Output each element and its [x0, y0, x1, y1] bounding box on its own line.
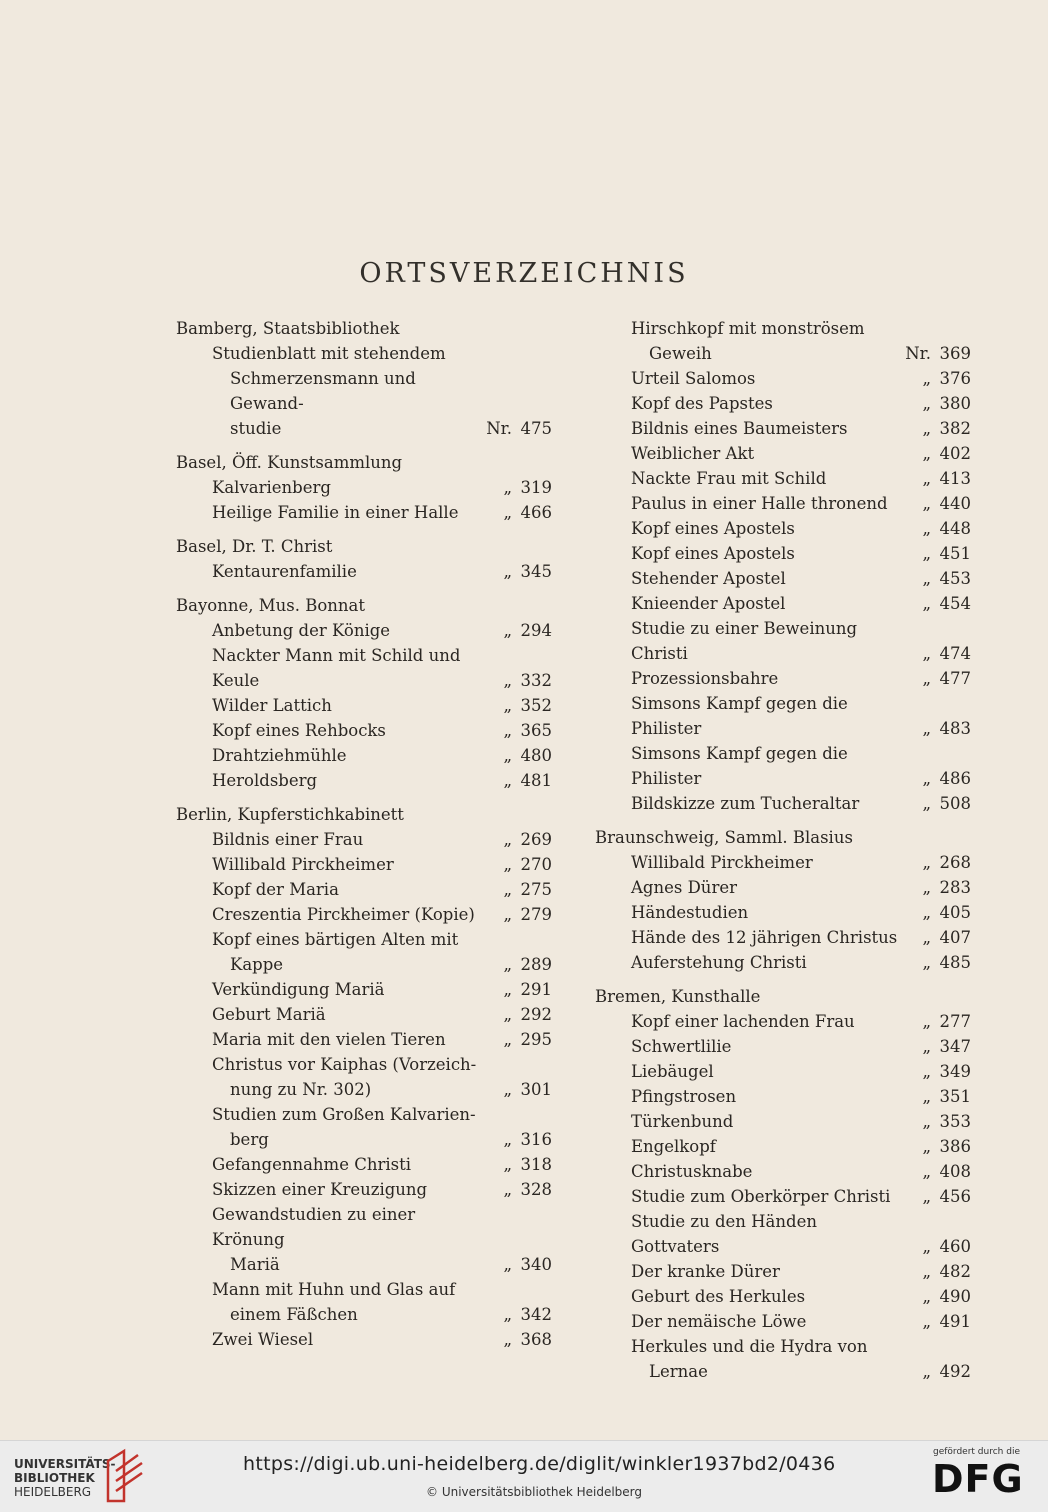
entry-number: 480: [520, 746, 552, 765]
entry-number: 342: [520, 1305, 552, 1324]
group-gap: [176, 441, 552, 450]
entry-title: Anbetung der Könige: [212, 621, 391, 640]
entry-title: Skizzen einer Kreuzigung: [212, 1180, 428, 1199]
entry-title: Mariä: [230, 1255, 280, 1274]
index-column-right: [595, 316, 971, 1384]
entry-title: Türkenbund: [631, 1112, 734, 1131]
entry-number-prefix: „: [503, 905, 512, 924]
index-entry: [176, 1102, 552, 1152]
library-logo-text[interactable]: [14, 1457, 116, 1499]
entry-number-prefix: „: [503, 980, 512, 999]
entry-number-prefix: „: [503, 1080, 512, 1099]
entry-number-prefix: „: [503, 1180, 512, 1199]
index-entry: [595, 850, 971, 875]
entry-title: Nackter Mann mit Schild und Keule: [212, 646, 461, 690]
index-entry: [176, 718, 552, 743]
entry-number: 491: [939, 1312, 971, 1331]
index-entry: [595, 691, 971, 741]
library-logo-icon: [104, 1447, 146, 1509]
entry-number-prefix: „: [922, 594, 931, 613]
index-entry: [595, 1109, 971, 1134]
entry-number-prefix: „: [922, 769, 931, 788]
entry-title: Heilige Familie in einer Halle: [212, 503, 459, 522]
index-entry: [595, 516, 971, 541]
entry-title: Kopf eines Rehbocks: [212, 721, 386, 740]
permalink-url[interactable]: https://digi.ub.uni-heidelberg.de/diglit/winkler1937bd2/0436: [243, 1453, 836, 1475]
entry-title: Knieender Apostel: [631, 594, 786, 613]
index-entry: [176, 693, 552, 718]
group-gap: [595, 975, 971, 984]
index-entry: [595, 1084, 971, 1109]
location-heading: Basel, Dr. T. Christ: [176, 537, 333, 556]
entry-title: Hirschkopf mit monströsem: [631, 319, 865, 338]
entry-number: 295: [520, 1030, 552, 1049]
index-entry: [595, 1034, 971, 1059]
index-entry: [176, 1002, 552, 1027]
entry-number-prefix: „: [922, 644, 931, 663]
entry-number: 474: [939, 644, 971, 663]
index-entry: [176, 1177, 552, 1202]
entry-number-prefix: „: [503, 855, 512, 874]
entry-number-prefix: „: [503, 721, 512, 740]
location-heading: Basel, Öff. Kunstsammlung: [176, 453, 403, 472]
funding-label: gefördert durch die: [933, 1447, 1020, 1457]
index-entry: [176, 1277, 552, 1327]
entry-number-prefix: „: [503, 1330, 512, 1349]
entry-number-prefix: „: [922, 494, 931, 513]
index-entry: [595, 1134, 971, 1159]
entry-title: Gewandstudien zu einer Krönung: [212, 1205, 416, 1249]
entry-title: Nackte Frau mit Schild: [631, 469, 827, 488]
entry-title: Paulus in einer Halle thronend: [631, 494, 888, 513]
entry-number: 386: [939, 1137, 971, 1156]
entry-number-prefix: „: [922, 953, 931, 972]
index-column-left: [176, 316, 552, 1352]
entry-number-prefix: „: [503, 696, 512, 715]
index-entry: [595, 566, 971, 591]
entry-title: Kopf der Maria: [212, 880, 339, 899]
index-entry: [176, 902, 552, 927]
index-entry: [176, 743, 552, 768]
entry-title: berg: [230, 1130, 269, 1149]
entry-number: 283: [939, 878, 971, 897]
library-name-line2: BIBLIOTHEK: [14, 1471, 95, 1485]
entry-number: 402: [939, 444, 971, 463]
entry-number-prefix: „: [922, 1112, 931, 1131]
entry-title: Schwertlilie: [631, 1037, 732, 1056]
entry-title: Christus vor Kaiphas (Vorzeich-: [212, 1055, 477, 1074]
entry-title: Verkündigung Mariä: [212, 980, 385, 999]
entry-title: Zwei Wiesel: [212, 1330, 314, 1349]
index-entry: [176, 1327, 552, 1352]
entry-number-prefix: „: [922, 369, 931, 388]
index-entry: [595, 1059, 971, 1084]
entry-number-prefix: „: [503, 1130, 512, 1149]
entry-title: Händestudien: [631, 903, 749, 922]
entry-number: 365: [520, 721, 552, 740]
index-entry: [595, 666, 971, 691]
entry-number: 380: [939, 394, 971, 413]
entry-number-prefix: „: [922, 1237, 931, 1256]
index-entry: [176, 768, 552, 793]
entry-title: Geweih: [649, 344, 712, 363]
entry-title: Hände des 12 jährigen Christus: [631, 928, 898, 947]
entry-title: Der nemäische Löwe: [631, 1312, 807, 1331]
entry-number: 408: [939, 1162, 971, 1181]
entry-number: 318: [520, 1155, 552, 1174]
entry-title: Der kranke Dürer: [631, 1262, 780, 1281]
group-gap: [176, 584, 552, 593]
entry-number-prefix: „: [922, 1012, 931, 1031]
entry-number: 319: [520, 478, 552, 497]
entry-title: Prozessionsbahre: [631, 669, 779, 688]
entry-number-prefix: „: [922, 1162, 931, 1181]
entry-title: Engelkopf: [631, 1137, 716, 1156]
index-entry: [176, 1052, 552, 1102]
entry-number-prefix: „: [922, 544, 931, 563]
entry-number-prefix: „: [922, 928, 931, 947]
entry-number-prefix: „: [503, 503, 512, 522]
entry-number: 328: [520, 1180, 552, 1199]
entry-number-prefix: „: [503, 1155, 512, 1174]
entry-number-prefix: „: [503, 478, 512, 497]
entry-number: 413: [939, 469, 971, 488]
index-entry: [595, 1309, 971, 1334]
entry-number: 448: [939, 519, 971, 538]
entry-number-prefix: „: [922, 1287, 931, 1306]
entry-title: Willibald Pirckheimer: [212, 855, 394, 874]
entry-title: Schmerzensmann und Gewand-: [230, 369, 416, 413]
footer-bar: [0, 1440, 1048, 1512]
entry-number-prefix: „: [503, 1005, 512, 1024]
entry-number-prefix: „: [503, 880, 512, 899]
entry-title: Liebäugel: [631, 1062, 714, 1081]
index-entry: [595, 316, 971, 366]
index-entry: [595, 466, 971, 491]
entry-title: Bildnis einer Frau: [212, 830, 364, 849]
index-entry: [595, 1209, 971, 1259]
entry-title: Agnes Dürer: [631, 878, 737, 897]
entry-number: 279: [520, 905, 552, 924]
entry-number: 369: [939, 344, 971, 363]
entry-title: Pfingstrosen: [631, 1087, 737, 1106]
entry-number-prefix: „: [922, 794, 931, 813]
entry-title: Kalvarienberg: [212, 478, 331, 497]
entry-title: Weiblicher Akt: [631, 444, 755, 463]
location-heading: Bamberg, Staatsbibliothek: [176, 319, 400, 338]
entry-number-prefix: „: [503, 771, 512, 790]
entry-number-prefix: „: [503, 621, 512, 640]
page-title: ORTSVERZEICHNIS: [359, 258, 689, 289]
entry-number: 407: [939, 928, 971, 947]
index-entry: [595, 416, 971, 441]
index-entry: [176, 1202, 552, 1277]
entry-number-prefix: „: [503, 746, 512, 765]
entry-number-prefix: „: [922, 394, 931, 413]
entry-title: Studie zum Oberkörper Christi: [631, 1187, 891, 1206]
entry-title: Willibald Pirckheimer: [631, 853, 813, 872]
library-name-line3: HEIDELBERG: [14, 1485, 92, 1499]
entry-title: Stehender Apostel: [631, 569, 786, 588]
entry-number-prefix: „: [922, 519, 931, 538]
index-entry: [176, 827, 552, 852]
entry-number: 351: [939, 1087, 971, 1106]
index-entry: [595, 591, 971, 616]
location-heading: Bayonne, Mus. Bonnat: [176, 596, 365, 615]
index-entry: [595, 1159, 971, 1184]
entry-title: Wilder Lattich: [212, 696, 332, 715]
entry-number-prefix: „: [922, 469, 931, 488]
entry-number: 454: [939, 594, 971, 613]
entry-number-prefix: „: [922, 444, 931, 463]
entry-number: 451: [939, 544, 971, 563]
entry-title: nung zu Nr. 302): [230, 1080, 372, 1099]
entry-number: 291: [520, 980, 552, 999]
entry-number: 382: [939, 419, 971, 438]
index-entry: [595, 391, 971, 416]
index-entry: [595, 491, 971, 516]
entry-number: 405: [939, 903, 971, 922]
entry-number: 456: [939, 1187, 971, 1206]
entry-number-prefix: „: [922, 419, 931, 438]
entry-number-prefix: Nr.: [905, 344, 931, 363]
copyright-text: © Universitätsbibliothek Heidelberg: [426, 1485, 643, 1499]
index-entry: [595, 875, 971, 900]
entry-number: 481: [520, 771, 552, 790]
entry-title: Geburt des Herkules: [631, 1287, 806, 1306]
entry-title: Heroldsberg: [212, 771, 318, 790]
entry-title: Kopf eines Apostels: [631, 519, 795, 538]
entry-title: Studienblatt mit stehendem: [212, 344, 446, 363]
entry-number-prefix: „: [922, 1137, 931, 1156]
entry-number-prefix: „: [503, 1305, 512, 1324]
entry-number: 492: [939, 1362, 971, 1381]
entry-number-prefix: „: [922, 719, 931, 738]
entry-title: Lernae: [649, 1362, 708, 1381]
entry-title: Urteil Salomos: [631, 369, 756, 388]
entry-title: Drahtziehmühle: [212, 746, 347, 765]
entry-number: 275: [520, 880, 552, 899]
entry-number-prefix: „: [503, 1030, 512, 1049]
library-name-line1: UNIVERSITÄTS-: [14, 1457, 116, 1471]
entry-number-prefix: „: [503, 1255, 512, 1274]
index-entry: [595, 950, 971, 975]
entry-title: Kopf einer lachenden Frau: [631, 1012, 855, 1031]
entry-number: 277: [939, 1012, 971, 1031]
entry-number-prefix: „: [922, 669, 931, 688]
entry-number: 466: [520, 503, 552, 522]
entry-number-prefix: „: [922, 1087, 931, 1106]
entry-title: Maria mit den vielen Tieren: [212, 1030, 446, 1049]
dfg-logo[interactable]: DFG: [932, 1457, 1024, 1501]
group-gap: [176, 793, 552, 802]
index-entry: [595, 541, 971, 566]
index-entry: [595, 1009, 971, 1034]
entry-number-prefix: „: [922, 1062, 931, 1081]
entry-title: Simsons Kampf gegen die Philister: [631, 744, 848, 788]
entry-number: 332: [520, 671, 552, 690]
entry-title: studie: [230, 419, 282, 438]
entry-number: 353: [939, 1112, 971, 1131]
entry-number: 508: [939, 794, 971, 813]
entry-number: 292: [520, 1005, 552, 1024]
entry-title: Creszentia Pirckheimer (Kopie): [212, 905, 475, 924]
index-entry: [176, 852, 552, 877]
entry-title: Bildskizze zum Tucheraltar: [631, 794, 860, 813]
entry-number: 486: [939, 769, 971, 788]
entry-title: Auferstehung Christi: [631, 953, 807, 972]
entry-title: Bildnis eines Baumeisters: [631, 419, 848, 438]
entry-title: Kappe: [230, 955, 284, 974]
entry-title: Kopf eines Apostels: [631, 544, 795, 563]
entry-number-prefix: „: [503, 671, 512, 690]
entry-title: einem Fäßchen: [230, 1305, 358, 1324]
entry-number: 475: [520, 419, 552, 438]
entry-number: 453: [939, 569, 971, 588]
entry-number-prefix: „: [922, 853, 931, 872]
entry-title: Kopf des Papstes: [631, 394, 773, 413]
group-gap: [595, 816, 971, 825]
entry-title: Gefangennahme Christi: [212, 1155, 412, 1174]
entry-number-prefix: „: [922, 1362, 931, 1381]
entry-number: 294: [520, 621, 552, 640]
index-entry: [176, 500, 552, 525]
index-entry: [595, 366, 971, 391]
entry-number: 268: [939, 853, 971, 872]
entry-title: Kentaurenfamilie: [212, 562, 357, 581]
entry-number-prefix: „: [922, 903, 931, 922]
entry-number: 316: [520, 1130, 552, 1149]
index-entry: [176, 927, 552, 977]
index-entry: [595, 441, 971, 466]
entry-number: 460: [939, 1237, 971, 1256]
entry-number: 440: [939, 494, 971, 513]
entry-number: 490: [939, 1287, 971, 1306]
entry-number: 352: [520, 696, 552, 715]
entry-number-prefix: „: [922, 1312, 931, 1331]
entry-number-prefix: „: [922, 1187, 931, 1206]
entry-number: 349: [939, 1062, 971, 1081]
entry-number: 269: [520, 830, 552, 849]
entry-number-prefix: „: [503, 955, 512, 974]
entry-number-prefix: „: [503, 830, 512, 849]
entry-number-prefix: „: [922, 878, 931, 897]
index-entry: [176, 559, 552, 584]
entry-number: 368: [520, 1330, 552, 1349]
index-entry: [595, 1184, 971, 1209]
entry-title: Kopf eines bärtigen Alten mit: [212, 930, 459, 949]
location-heading: Berlin, Kupferstichkabinett: [176, 805, 404, 824]
entry-number: 376: [939, 369, 971, 388]
entry-number: 482: [939, 1262, 971, 1281]
entry-number: 485: [939, 953, 971, 972]
index-entry: [595, 616, 971, 666]
index-entry: [176, 1152, 552, 1177]
entry-title: Studie zu den Händen Gottvaters: [631, 1212, 817, 1256]
index-entry: [176, 977, 552, 1002]
entry-number-prefix: „: [922, 569, 931, 588]
index-entry: [595, 1334, 971, 1384]
index-entry: [595, 925, 971, 950]
index-entry: [176, 475, 552, 500]
index-entry: [595, 741, 971, 791]
entry-title: Studie zu einer Beweinung Christi: [631, 619, 858, 663]
entry-number-prefix: „: [503, 562, 512, 581]
index-entry: [176, 1027, 552, 1052]
index-entry: [595, 1259, 971, 1284]
entry-number-prefix: „: [922, 1262, 931, 1281]
index-entry: [176, 643, 552, 693]
entry-title: Mann mit Huhn und Glas auf: [212, 1280, 456, 1299]
location-heading: Braunschweig, Samml. Blasius: [595, 828, 853, 847]
entry-title: Christusknabe: [631, 1162, 753, 1181]
entry-number-prefix: Nr.: [486, 419, 512, 438]
entry-number: 477: [939, 669, 971, 688]
index-entry: [595, 1284, 971, 1309]
index-entry: [595, 791, 971, 816]
index-entry: [176, 877, 552, 902]
entry-number: 270: [520, 855, 552, 874]
entry-number: 347: [939, 1037, 971, 1056]
entry-number: 345: [520, 562, 552, 581]
entry-number-prefix: „: [922, 1037, 931, 1056]
entry-number: 483: [939, 719, 971, 738]
group-gap: [176, 525, 552, 534]
entry-title: Studien zum Großen Kalvarien-: [212, 1105, 476, 1124]
index-entry: [176, 618, 552, 643]
entry-title: Herkules und die Hydra von: [631, 1337, 868, 1356]
entry-number: 289: [520, 955, 552, 974]
entry-number: 340: [520, 1255, 552, 1274]
entry-title: Geburt Mariä: [212, 1005, 326, 1024]
entry-title: Simsons Kampf gegen die Philister: [631, 694, 848, 738]
entry-number: 301: [520, 1080, 552, 1099]
index-entry: [595, 900, 971, 925]
index-entry: [176, 341, 552, 441]
location-heading: Bremen, Kunsthalle: [595, 987, 761, 1006]
